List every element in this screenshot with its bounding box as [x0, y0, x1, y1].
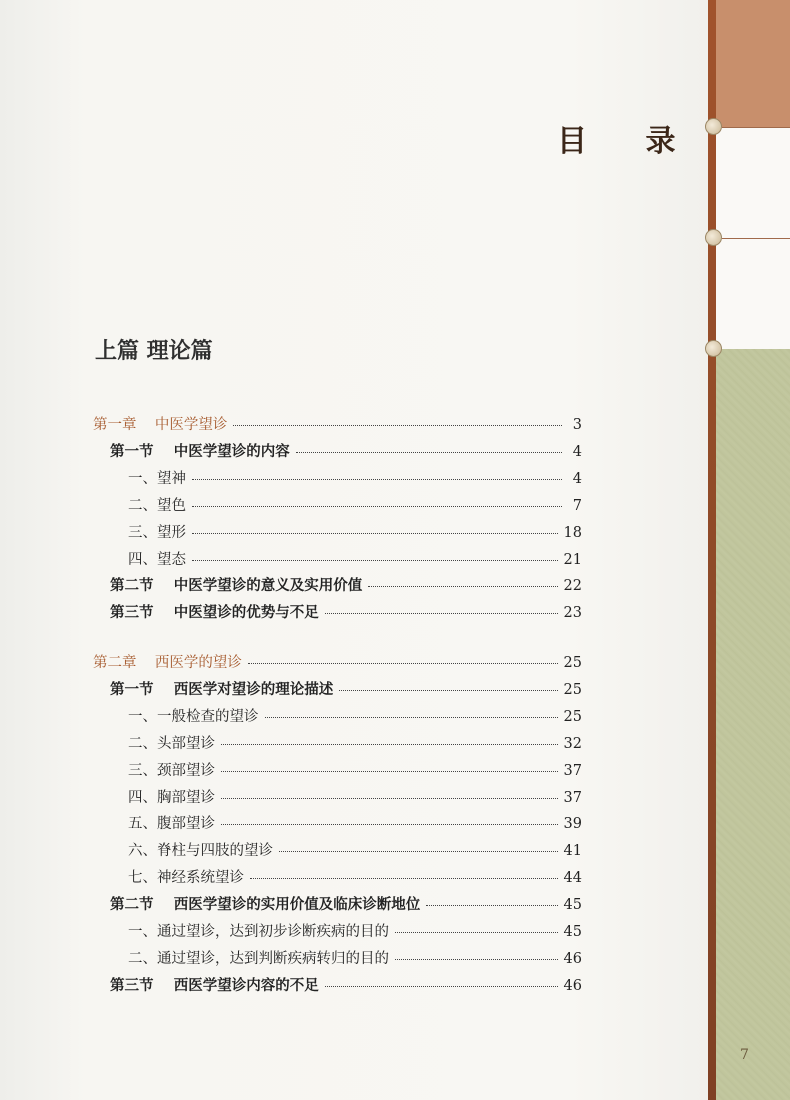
toc-section-entry-label: 第三节 中医望诊的优势与不足 — [110, 605, 319, 622]
toc-item-entry-label: 三、望形 — [128, 524, 186, 541]
toc-item-entry-page-number: 46 — [563, 950, 582, 967]
dot-leader — [192, 479, 562, 480]
toc-item-entry-label: 二、望色 — [128, 497, 186, 514]
binding-ring-icon — [705, 118, 722, 135]
dot-leader — [339, 690, 557, 691]
toc-section-entry-page-number: 45 — [563, 897, 582, 914]
toc-item-entry[interactable] — [128, 734, 582, 754]
dot-leader — [221, 744, 558, 745]
dot-leader — [426, 905, 557, 906]
toc-item-entry[interactable] — [128, 868, 582, 888]
toc-item-entry[interactable] — [128, 761, 582, 781]
toc-item-entry-label: 五、腹部望诊 — [128, 816, 215, 833]
toc-item-entry-page-number: 32 — [563, 735, 582, 752]
toc-chapter-entry-page-number: 3 — [572, 417, 582, 433]
toc-item-entry[interactable] — [128, 949, 582, 969]
toc-item-entry-page-number: 37 — [563, 762, 582, 779]
toc-item-entry-page-number: 44 — [563, 870, 582, 887]
toc-item-entry-page-number: 7 — [572, 497, 582, 514]
toc-item-entry-label: 二、头部望诊 — [128, 735, 215, 752]
decorative-panel-top — [716, 0, 790, 127]
toc-section-entry-page-number: 22 — [563, 578, 582, 595]
dot-leader — [221, 798, 558, 799]
toc-item-entry-label: 一、一般检查的望诊 — [128, 708, 259, 725]
toc-item-entry[interactable] — [128, 814, 582, 834]
dot-leader — [325, 613, 558, 614]
dot-leader — [325, 986, 558, 987]
decorative-edge-band — [708, 0, 716, 1100]
toc-chapter-entry-page-number: 25 — [563, 655, 582, 671]
toc-item-entry[interactable] — [128, 550, 582, 570]
dot-leader — [265, 717, 558, 718]
toc-chapter-entry-label: 第一章 中医学望诊 — [93, 417, 228, 433]
toc-item-entry-page-number: 41 — [563, 843, 582, 860]
decorative-line — [722, 238, 790, 239]
dot-leader — [221, 824, 558, 825]
toc-section-entry-label: 第三节 西医学望诊内容的不足 — [110, 977, 319, 994]
dot-leader — [192, 506, 562, 507]
toc-item-entry-page-number: 21 — [563, 551, 582, 568]
toc-item-entry[interactable] — [128, 523, 582, 543]
toc-item-entry-page-number: 18 — [563, 524, 582, 541]
toc-section-entry[interactable] — [110, 576, 582, 596]
toc-section-entry-label: 第一节 西医学对望诊的理论描述 — [110, 681, 334, 698]
toc-section-entry[interactable] — [110, 442, 582, 462]
toc-section-entry-label: 第二节 中医学望诊的意义及实用价值 — [110, 578, 363, 595]
dot-leader — [221, 771, 558, 772]
toc-section-entry-label: 第一节 中医学望诊的内容 — [110, 443, 290, 460]
toc-item-entry-label: 二、通过望诊，达到判断疾病转归的目的 — [128, 950, 389, 967]
dot-leader — [248, 663, 558, 664]
toc-item-entry[interactable] — [128, 841, 582, 861]
dot-leader — [192, 560, 558, 561]
toc-item-entry-label: 四、胸部望诊 — [128, 789, 215, 806]
decorative-panel-bottom — [716, 349, 790, 1100]
toc-section-entry[interactable] — [110, 895, 582, 915]
binding-ring-icon — [705, 340, 722, 357]
dot-leader — [192, 533, 558, 534]
toc-item-entry[interactable] — [128, 788, 582, 808]
toc-item-entry[interactable] — [128, 707, 582, 727]
toc-item-entry-page-number: 37 — [563, 789, 582, 806]
binding-ring-icon — [705, 229, 722, 246]
toc-item-entry-page-number: 4 — [572, 470, 582, 487]
toc-section-entry[interactable] — [110, 680, 582, 700]
dot-leader — [279, 851, 558, 852]
toc-item-entry[interactable] — [128, 469, 582, 489]
toc-item-entry[interactable] — [128, 922, 582, 942]
toc-item-entry-page-number: 25 — [563, 708, 582, 725]
toc-item-entry-page-number: 39 — [563, 816, 582, 833]
toc-chapter-entry[interactable] — [93, 415, 582, 435]
decorative-line — [722, 127, 790, 128]
page-title: 目 录 — [557, 124, 700, 159]
toc-section-entry-page-number: 46 — [563, 977, 582, 994]
toc-item-entry-label: 七、神经系统望诊 — [128, 870, 244, 887]
toc-item-entry-label: 六、脊柱与四肢的望诊 — [128, 843, 273, 860]
dot-leader — [395, 932, 558, 933]
toc-item-entry[interactable] — [128, 496, 582, 516]
toc-section-entry-page-number: 25 — [563, 681, 582, 698]
toc-item-entry-label: 一、望神 — [128, 470, 186, 487]
toc-section-entry-page-number: 23 — [563, 605, 582, 622]
dot-leader — [296, 452, 562, 453]
toc-item-entry-page-number: 45 — [563, 924, 582, 940]
toc-chapter-entry[interactable] — [93, 653, 582, 673]
dot-leader — [395, 959, 558, 960]
toc-item-entry-label: 三、颈部望诊 — [128, 762, 215, 779]
toc-section-entry[interactable] — [110, 603, 582, 623]
toc-section-entry-label: 第二节 西医学望诊的实用价值及临床诊断地位 — [110, 897, 421, 914]
part-heading: 上篇 理论篇 — [95, 338, 213, 364]
toc-item-entry-label: 一、通过望诊，达到初步诊断疾病的目的 — [128, 924, 389, 940]
toc-chapter-entry-label: 第二章 西医学的望诊 — [93, 655, 242, 671]
toc-section-entry[interactable] — [110, 976, 582, 996]
toc-item-entry-label: 四、望态 — [128, 551, 186, 568]
dot-leader — [250, 878, 558, 879]
toc-section-entry-page-number: 4 — [572, 443, 582, 460]
dot-leader — [233, 425, 562, 426]
page-number: 7 — [740, 1047, 749, 1063]
dot-leader — [368, 586, 557, 587]
